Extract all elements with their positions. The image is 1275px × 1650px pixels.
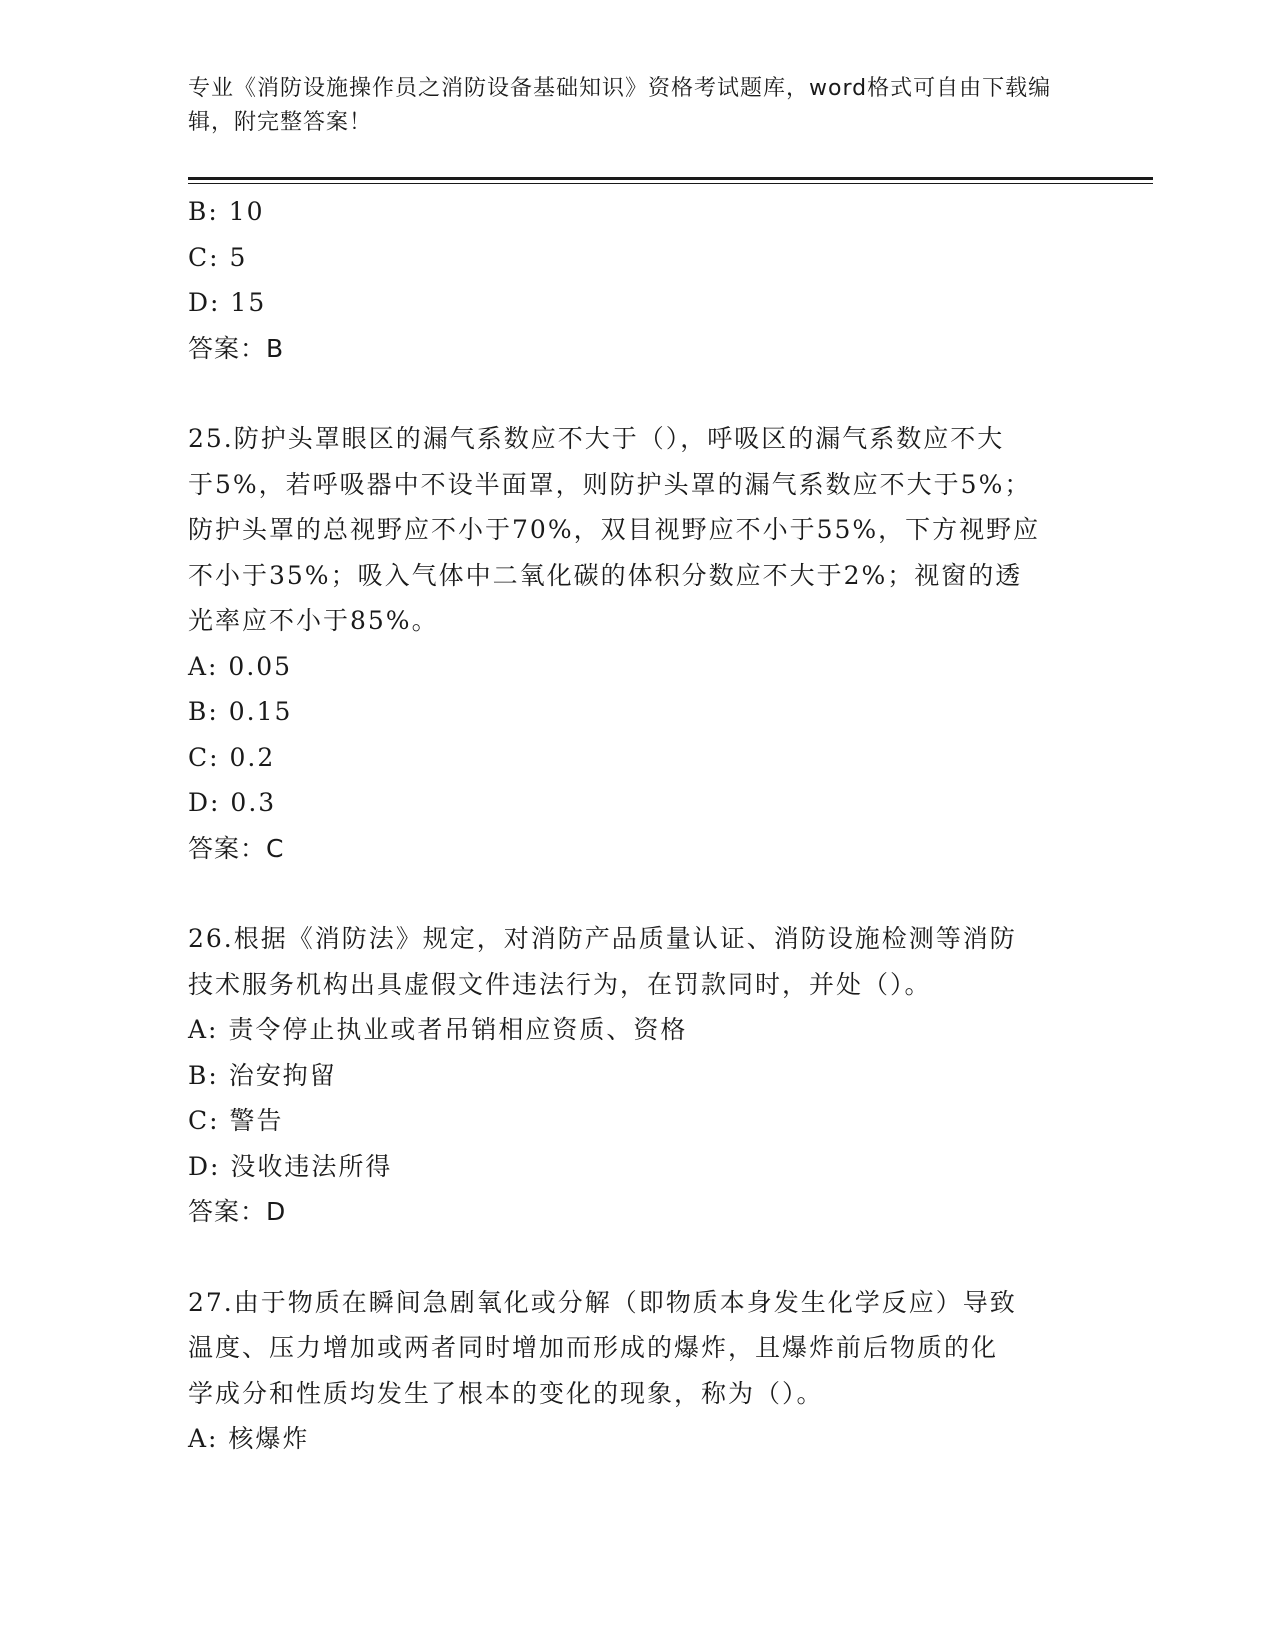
option-d: D: 15 — [188, 288, 267, 317]
question-text-line: 25.防护头罩眼区的漏气系数应不大于（），呼吸区的漏气系数应不大 — [188, 424, 1005, 453]
question-25 — [188, 416, 1068, 871]
question-text-line: 光率应不小于85%。 — [188, 606, 439, 635]
spacer — [188, 1235, 1068, 1280]
option-a: A: 责令停止执业或者吊销相应资质、资格 — [188, 1015, 688, 1044]
option-d: D: 没收违法所得 — [188, 1151, 393, 1181]
option-c: C: 0.2 — [188, 742, 276, 772]
header-rule-thin — [188, 183, 1153, 184]
question-text-line: 防护头罩的总视野应不小于70%，双目视野应不小于55%，下方视野应 — [188, 515, 1041, 544]
option-b: B: 0.15 — [188, 697, 293, 726]
answer: 答案：C — [188, 833, 285, 863]
question-text-line: 不小于35%；吸入气体中二氧化碳的体积分数应不大于2%；视窗的透 — [188, 560, 1023, 590]
document-header — [188, 72, 1068, 140]
option-d: D: 0.3 — [188, 788, 277, 817]
answer: 答案：B — [188, 333, 285, 363]
option-c: C: 5 — [188, 242, 248, 272]
question-text-line: 温度、压力增加或两者同时增加而形成的爆炸，且爆炸前后物质的化 — [188, 1333, 999, 1362]
question-text-line: 27.由于物质在瞬间急剧氧化或分解（即物质本身发生化学反应）导致 — [188, 1287, 1017, 1317]
option-b: B: 10 — [188, 197, 265, 226]
option-a: A: 0.05 — [188, 651, 293, 681]
option-b: B: 治安拘留 — [188, 1060, 337, 1090]
question-text-line: 学成分和性质均发生了根本的变化的现象，称为（）。 — [188, 1378, 824, 1408]
option-c: C: 警告 — [188, 1106, 284, 1135]
question-27 — [188, 1280, 1068, 1462]
question-text-line: 技术服务机构出具虚假文件违法行为，在罚款同时，并处（）。 — [188, 969, 932, 999]
question-text-line: 于5%，若呼吸器中不设半面罩，则防护头罩的漏气系数应不大于5%； — [188, 469, 1032, 499]
question-26 — [188, 916, 1068, 1235]
spacer — [188, 871, 1068, 916]
question-text-line: 26.根据《消防法》规定，对消防产品质量认证、消防设施检测等消防 — [188, 924, 1017, 953]
question-24-tail — [188, 189, 1068, 371]
spacer — [188, 371, 1068, 416]
option-a: A: 核爆炸 — [188, 1424, 310, 1453]
header-text: 专业《消防设施操作员之消防设备基础知识》资格考试题库，word格式可自由下载编辑，附完整答案！ — [188, 76, 1052, 135]
question-list — [188, 189, 1068, 1462]
header-rule-thick — [188, 177, 1153, 180]
answer: 答案：D — [188, 1197, 287, 1226]
